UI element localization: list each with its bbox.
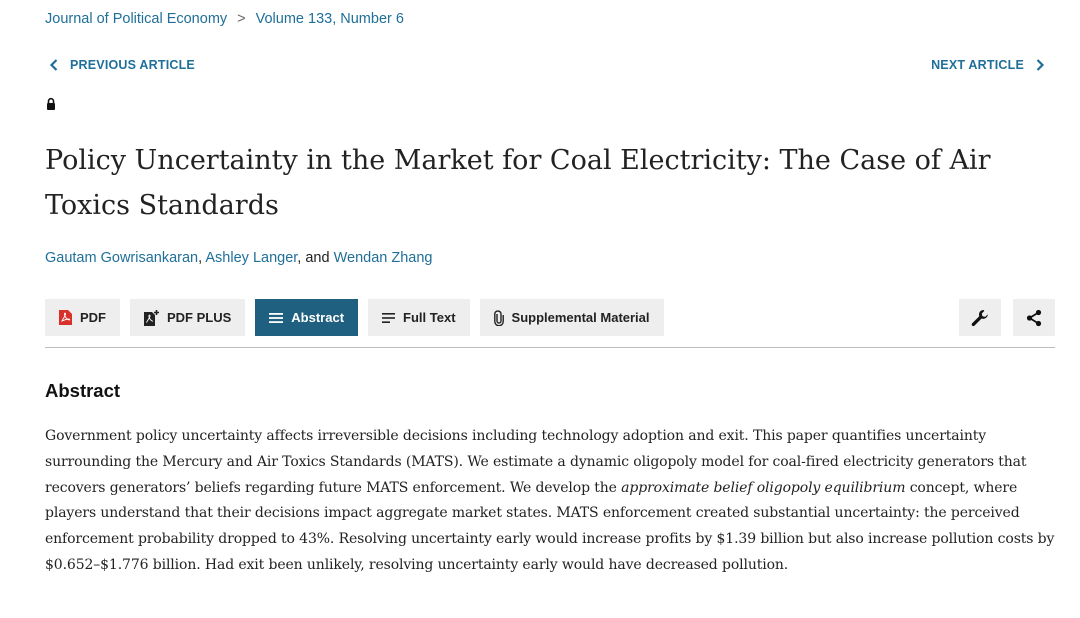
pdf-plus-icon [144, 310, 159, 326]
wrench-icon [971, 309, 989, 327]
article-toolbar [45, 299, 664, 336]
menu-lines-icon [269, 312, 283, 324]
breadcrumb-issue-link[interactable]: Volume 133, Number 6 [255, 11, 404, 27]
lock-icon [46, 97, 56, 111]
next-article-label: NEXT ARTICLE [931, 58, 1024, 72]
section-divider [45, 347, 1055, 348]
chevron-right-icon [1032, 57, 1048, 73]
pdf-button[interactable] [45, 299, 120, 336]
previous-article-label: PREVIOUS ARTICLE [70, 58, 195, 72]
full-text-button[interactable] [368, 299, 469, 336]
tools-button[interactable] [959, 299, 1001, 336]
share-icon [1026, 309, 1042, 327]
abstract-text [45, 424, 1057, 579]
pdf-plus-label: PDF PLUS [167, 310, 232, 325]
article-title: Policy Uncertainty in the Market for Coal Electricity: The Case of Air Toxics Standards [45, 145, 991, 221]
abstract-text-part: concept, where players understand that their decisions impact aggregate market states. MATS enforcement created substantial uncertainty: the perceived enforcement probability dropped to 43%. Resolving uncertainty early would increase profits by $1.39 billion but also increase pollution costs by $0.652–$1.776 billion. Had exit been unlikely, resolving uncertainty early would have decreased pollution. [45, 479, 1055, 573]
author-link[interactable]: Ashley Langer [205, 250, 298, 266]
supplemental-material-label: Supplemental Material [511, 310, 650, 325]
author-separator: , [198, 250, 206, 266]
previous-article-link[interactable] [46, 57, 195, 73]
author-link[interactable]: Gautam Gowrisankaran [45, 250, 199, 266]
chevron-left-icon [46, 57, 62, 73]
breadcrumb-separator: > [237, 11, 246, 27]
abstract-label: Abstract [291, 310, 345, 325]
abstract-emphasis: approximate belief oligopoly equilibrium [621, 479, 906, 496]
article-tools [959, 299, 1055, 336]
paperclip-icon [494, 310, 504, 326]
pdf-label: PDF [80, 310, 106, 325]
abstract-heading: Abstract [45, 380, 121, 401]
author-link[interactable]: Wendan Zhang [333, 250, 433, 266]
next-article-link[interactable] [931, 57, 1048, 73]
pdf-plus-button[interactable] [130, 299, 245, 336]
abstract-button[interactable] [255, 299, 358, 336]
share-button[interactable] [1013, 299, 1055, 336]
full-text-label: Full Text [403, 310, 456, 325]
abstract-text-part: Government policy uncertainty affects irreversible decisions including technology adoption and exit. This paper quantifies uncertainty surrounding the Mercury and Air Toxics Standards (MATS). We estimate a dynamic oligopoly model for coal-fired electricity generators that recovers generators’ beliefs regarding future MATS enforcement. We develop the [45, 428, 1027, 496]
author-list [45, 250, 432, 266]
text-lines-icon [382, 312, 395, 324]
breadcrumb [45, 11, 404, 27]
author-separator: , and [297, 250, 334, 266]
breadcrumb-journal-link[interactable]: Journal of Political Economy [45, 11, 228, 27]
supplemental-material-button[interactable] [480, 299, 664, 336]
pdf-icon [59, 310, 72, 325]
